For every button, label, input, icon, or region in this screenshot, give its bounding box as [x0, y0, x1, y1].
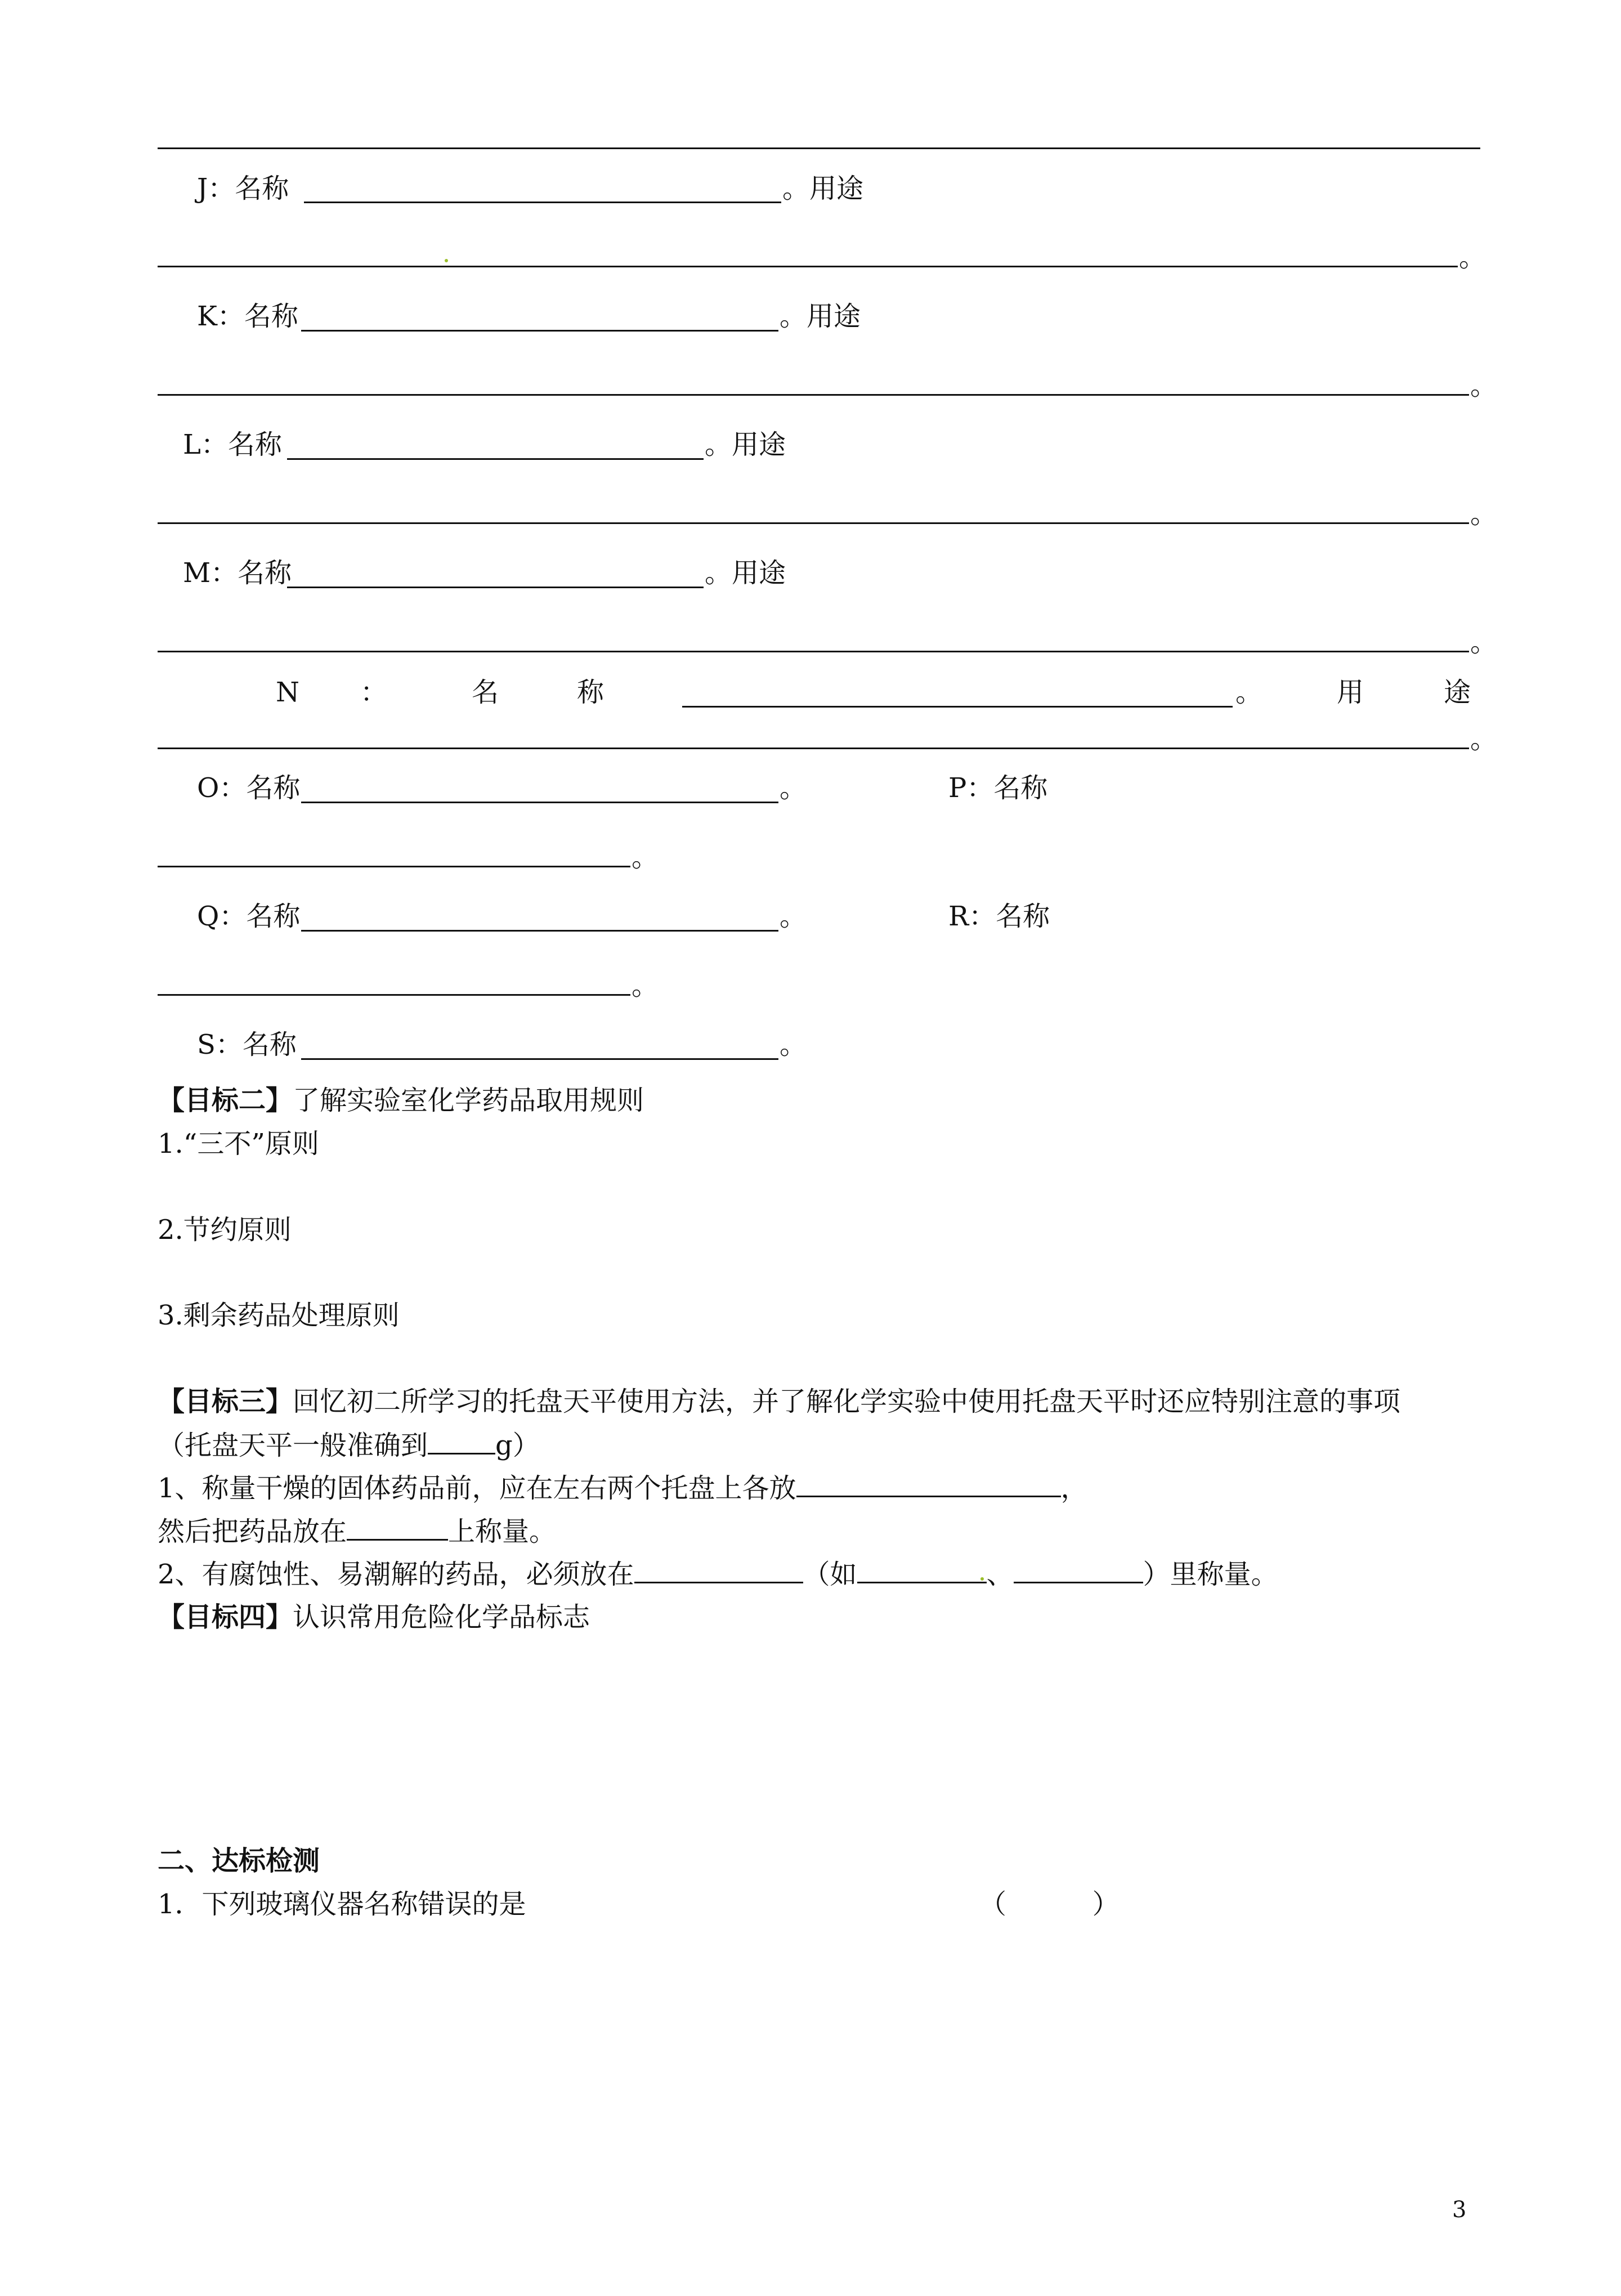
item-n-char-3: 称 [577, 677, 604, 708]
goal2-item-1: 1.“三不”原则 [158, 1128, 319, 1160]
goal3-title: 【目标三】 [158, 1386, 293, 1417]
item-j-label: J：名称 [197, 173, 289, 204]
goal3-item1-text: 1、称量干燥的固体药品前，应在左右两个托盘上各放 [158, 1473, 796, 1504]
item-p-name-blank[interactable] [158, 866, 630, 867]
question-1-answer-paren: （ ） [979, 1888, 1120, 1920]
item-n-char-7: 途 [1444, 677, 1471, 708]
goal3-precision-line [158, 1428, 540, 1462]
item-q-end: 。 [780, 901, 807, 932]
item-l-use-blank[interactable] [158, 522, 1469, 524]
goal2-text: 了解实验室化学药品取用规则 [293, 1085, 644, 1116]
section2-title: 二、达标检测 [158, 1845, 320, 1877]
goal3-item1-b-blank[interactable] [347, 1514, 448, 1541]
goal3-heading [158, 1385, 1400, 1418]
item-j-end: 。 [1459, 241, 1486, 273]
item-o-label: O：名称 [197, 772, 301, 804]
goal4-title: 【目标四】 [158, 1601, 293, 1633]
stray-mark [445, 259, 448, 262]
item-m-label: M：名称 [183, 557, 292, 589]
item-r-name-blank[interactable] [158, 994, 630, 996]
goal3-item1-b-text: 然后把药品放在 [158, 1516, 347, 1547]
item-o-name-blank[interactable] [301, 802, 778, 803]
goal3-item2-end: ）里称量。 [1143, 1559, 1278, 1590]
item-r-label: R：名称 [948, 901, 1050, 932]
item-k-use-blank[interactable] [158, 394, 1469, 396]
item-n-char-0: N [276, 677, 299, 708]
item-s-name-blank[interactable] [301, 1058, 778, 1060]
goal2-item-2: 2.节约原则 [158, 1214, 292, 1246]
goal4-heading [158, 1600, 590, 1634]
goal3-item2-text: 2、有腐蚀性、易潮解的药品，必须放在 [158, 1559, 634, 1590]
goal3-text: 回忆初二所学习的托盘天平使用方法，并了解化学实验中使用托盘天平时还应特别注意的事项 [293, 1386, 1401, 1417]
stray-mark [980, 1577, 984, 1581]
item-j-name-blank[interactable] [304, 202, 781, 203]
page-number: 3 [1452, 2197, 1467, 2223]
item-n-char-2: 名 [472, 677, 499, 708]
goal3-item1-b-end: 上称量。 [448, 1516, 557, 1547]
item-l-use-label: 。用途 [705, 429, 786, 460]
item-p-end: 。 [632, 842, 659, 873]
goal4-text: 认识常用危险化学品标志 [293, 1601, 590, 1633]
item-m-name-blank[interactable] [287, 587, 704, 588]
item-s-end: 。 [780, 1029, 807, 1060]
item-n-char-5: 。 [1235, 677, 1263, 708]
item-n-name-blank[interactable] [682, 706, 1233, 708]
item-o-end: 。 [780, 772, 807, 804]
goal3-paren-prefix: （托盘天平一般准确到 [158, 1430, 428, 1461]
item-r-end: 。 [632, 970, 659, 1001]
item-j-use-blank[interactable] [158, 266, 1458, 267]
item-k-label: K：名称 [197, 301, 298, 332]
item-m-use-label: 。用途 [705, 557, 786, 589]
item-l-name-blank[interactable] [287, 458, 704, 460]
item-q-label: Q：名称 [197, 901, 301, 932]
goal3-item1-comma: ， [1060, 1473, 1088, 1504]
item-n-end: 。 [1470, 723, 1498, 755]
item-k-name-blank[interactable] [301, 330, 778, 332]
goal3-item1-blank[interactable] [796, 1471, 1061, 1497]
item-k-end: 。 [1470, 370, 1498, 401]
question-1: 1．下列玻璃仪器名称错误的是 [158, 1888, 526, 1920]
goal3-item2-example1-blank[interactable] [857, 1557, 987, 1583]
item-m-use-blank[interactable] [158, 651, 1469, 652]
goal3-paren-suffix: g） [495, 1430, 540, 1461]
goal2-title: 【目标二】 [158, 1085, 293, 1116]
item-n-char-1: ： [360, 677, 388, 708]
item-j-use-label: 。用途 [782, 173, 864, 204]
goal2-item-3: 3.剩余药品处理原则 [158, 1300, 400, 1331]
goal3-item2-container-blank[interactable] [634, 1557, 803, 1583]
goal3-item2-sep: 、 [986, 1559, 1014, 1590]
header-rule [158, 147, 1480, 149]
goal3-item1-line-a [158, 1471, 1088, 1505]
item-s-label: S：名称 [197, 1029, 297, 1060]
item-p-label: P：名称 [948, 772, 1048, 804]
goal3-item2-line [158, 1557, 1278, 1591]
item-q-name-blank[interactable] [301, 930, 778, 932]
item-m-end: 。 [1470, 626, 1498, 658]
goal2-heading [158, 1084, 644, 1117]
goal3-item2-e-g: （如 [803, 1559, 857, 1590]
item-k-use-label: 。用途 [780, 301, 861, 332]
item-l-label: L：名称 [183, 429, 282, 460]
goal3-precision-blank[interactable] [428, 1428, 495, 1454]
goal3-item1-line-b [158, 1514, 556, 1548]
item-l-end: 。 [1470, 498, 1498, 530]
item-n-char-6: 用 [1337, 677, 1364, 708]
item-n-use-blank[interactable] [158, 748, 1469, 749]
goal3-item2-example2-blank[interactable] [1014, 1557, 1143, 1583]
